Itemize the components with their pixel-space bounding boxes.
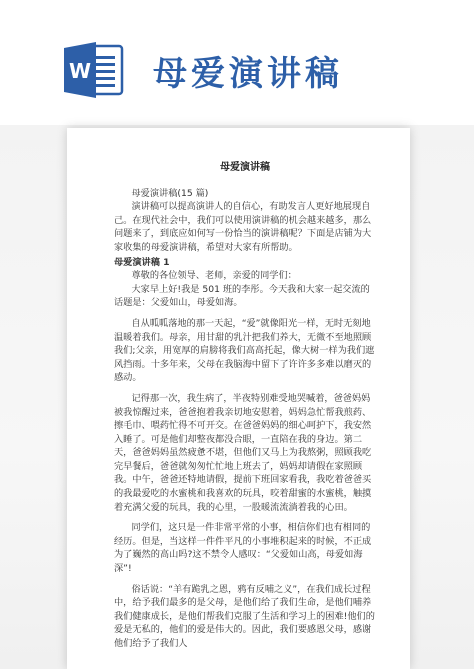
body-paragraph: 俗话说：“羊有跪乳之恩，鸦有反哺之义”，在我们成长过程中，给予我们最多的是父母，是他们给了我们生命，是他们哺养我们健康成长，是他们帮我们克服了生活和学习上的困难!他们的爱是无私的，他们的爱是伟大的。因此，我们要感恩父母，感谢他们给予了我们人 — [114, 583, 375, 649]
section-heading: 母爱演讲稿 1 — [114, 256, 170, 268]
greeting-paragraph: 大家早上好!我是 501 班的李彤。今天我和大家一起交流的话题是：父爱如山，母爱如海。 — [114, 283, 370, 309]
word-document-icon — [62, 40, 124, 100]
document-title: 母爱演讲稿 — [220, 162, 270, 173]
header-banner — [0, 0, 474, 125]
document-body — [114, 161, 376, 651]
intro-paragraph: 演讲稿可以提高演讲人的自信心，有助发言人更好地展现自己。在现代社会中，我们可以使用演讲稿的机会越来越多，那么问题来了，到底应如何写一份恰当的演讲稿呢？下面是店铺为大家收集的母爱演讲稿，希望对大家有所帮助。 — [114, 201, 372, 253]
subtitle-paragraph: 母爱演讲稿(15 篇) — [131, 187, 209, 199]
document-page — [68, 129, 408, 669]
body-paragraph: 同学们，这只是一件非常平常的小事，相信你们也有相同的经历。但是，当这样一件件平凡的小事堆积起来的时候，不正成为了巍然的高山吗?这不禁令人感叹：“父爱如山高，母爱如海深”! — [114, 522, 372, 575]
word-logo-letter: W — [68, 59, 92, 83]
banner-heading: 母爱演讲稿 — [153, 54, 343, 94]
body-paragraph: 自从呱呱落地的那一天起，“爱”就像阳光一样，无时无刻地温暖着我们。母亲，用甘甜的乳汁把我们养大，无微不至地照顾我们;父亲，用宽厚的肩膀将我们高高托起，像大树一样为我们遮风挡雨。十多年来，父母在我脑海中留下了许许多多难以磨灭的感动。 — [114, 317, 375, 384]
salutation-paragraph: 尊敬的各位领导、老师，亲爱的同学们： — [131, 270, 297, 282]
body-paragraph: 记得那一次，我生病了，半夜特别难受地哭喊着，爸爸妈妈被我惊醒过来，爸爸抱着我亲切地安慰着，妈妈急忙帮我煎药、擦毛巾、喂药忙得不可开交。在爸爸妈妈的细心呵护下，我安然入睡了。可是他们却整夜都没合眼，一直陪在我的身边。第二天，爸爸妈妈虽然疲惫不堪，但他们又马上为我熬粥，照顾我吃完早餐后，爸爸就匆匆忙忙地上班去了，妈妈却请假在家照顾我。中午，爸爸还特地请假，提前下班回家看我，我吃着爸爸买的我最爱吃的水蜜桃和我喜欢的玩具，咬着甜蜜的水蜜桃，触摸着充满父爱的玩具，我的心里，一股暖流流淌着我的心田。 — [114, 392, 372, 513]
